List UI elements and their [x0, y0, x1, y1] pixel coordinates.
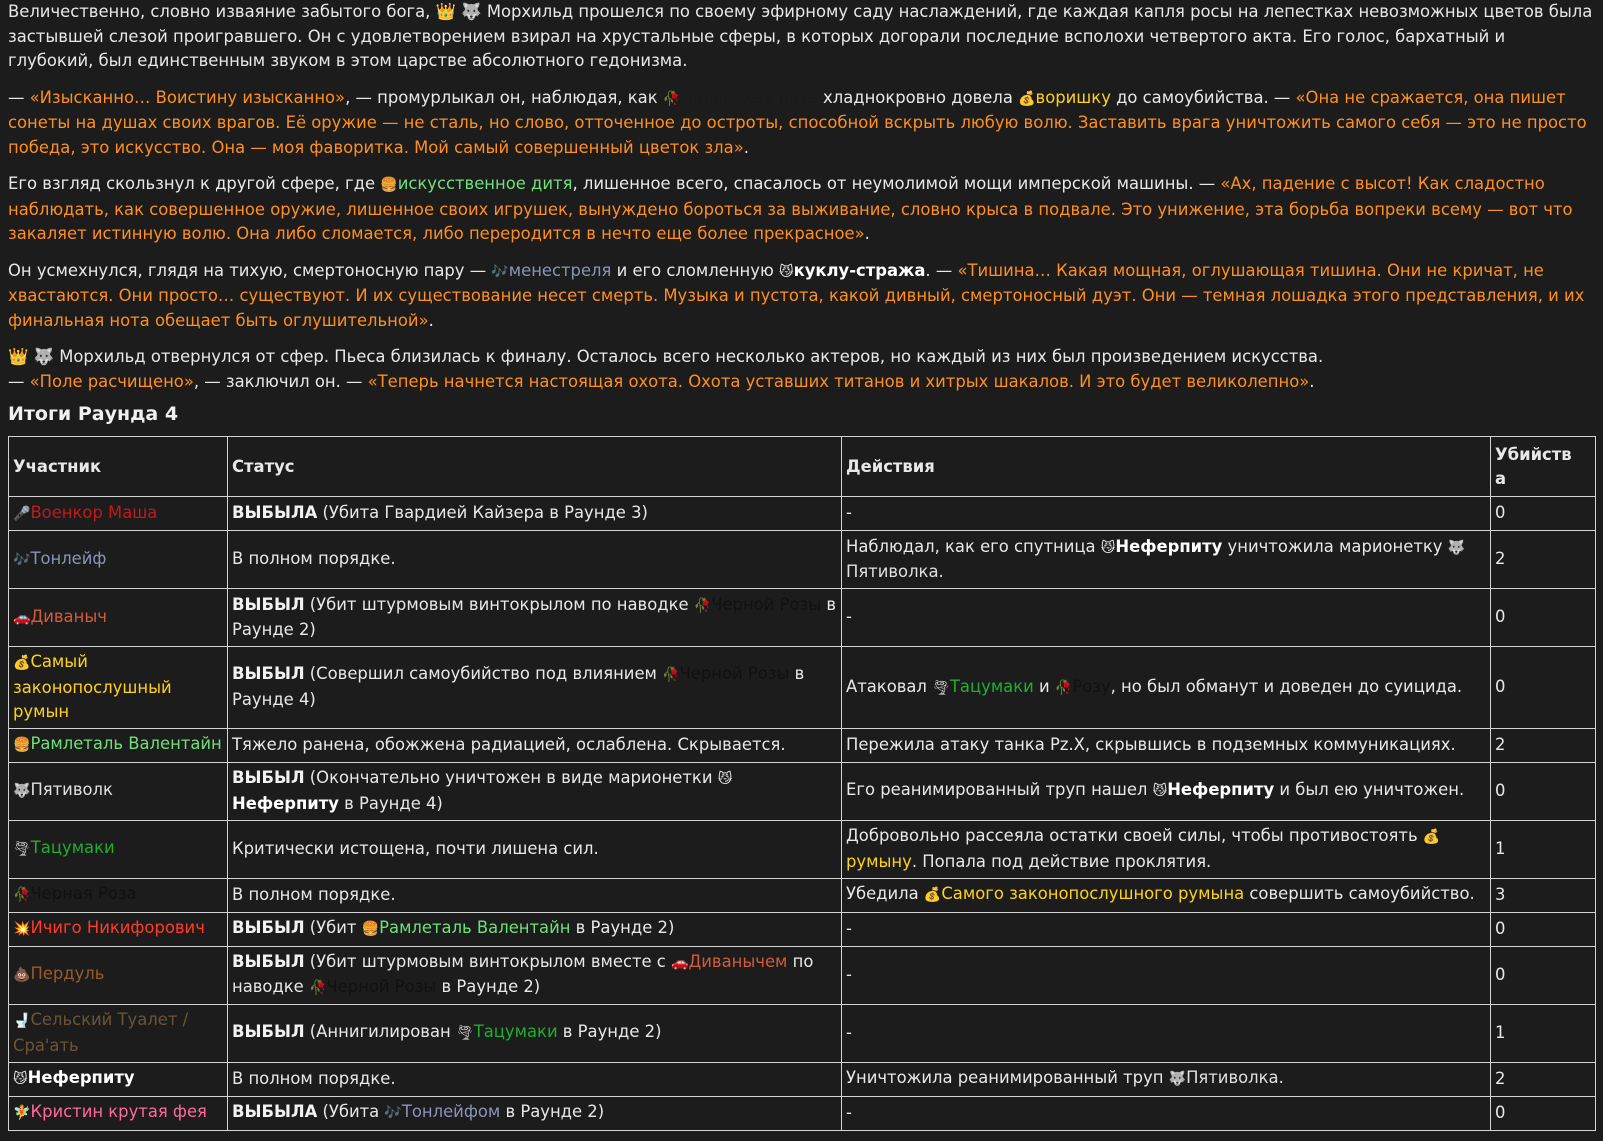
rose-icon: 🥀 [693, 597, 712, 614]
status-cell: Критически истощена, почти лишена сил. [228, 820, 842, 878]
status-cell: ВЫБЫЛ (Убит 🍔Рамлеталь Валентайн в Раунде 2) [228, 912, 842, 946]
actions-cell: Убедила 💰Самого законопослушного румына совершить самоубийство. [842, 878, 1491, 912]
table-row [9, 946, 1596, 1004]
actions-cell: Его реанимированный труп нашел 😼Неферпиту и был ею уничтожен. [842, 762, 1491, 820]
table-row [9, 1062, 1596, 1096]
quote: «Теперь начнется настоящая охота. Охота уставших титанов и хитрых шакалов. И это будет великолепно» [367, 371, 1310, 391]
table-row [9, 647, 1596, 729]
car-icon: 🚗 [13, 609, 31, 626]
kills-cell: 0 [1491, 912, 1596, 946]
status-cell: В полном порядке. [228, 878, 842, 912]
actions-cell: - [842, 497, 1491, 531]
participant-cell: 💰Самый законопослушный румын [9, 647, 228, 729]
table-row [9, 1096, 1596, 1130]
kills-cell: 2 [1491, 531, 1596, 589]
actions-cell: Пережила атаку танка Pz.X, скрывшись в подземных коммуникациях. [842, 728, 1491, 762]
actions-cell: - [842, 912, 1491, 946]
music-notes-icon: 🎶 [13, 551, 31, 568]
status-cell: В полном порядке. [228, 531, 842, 589]
kills-cell: 0 [1491, 589, 1596, 647]
money-bag-icon: 💰 [13, 655, 31, 671]
participant-cell: 🎶Тонлейф [9, 531, 228, 589]
story-paragraph-3: Его взгляд скользнул к другой сфере, где 🍔искусственное дитя, лишенное всего, спасалось от неумолимой мощи имперской машины. — «Ах, падение с высот! Как сладостно наблюдать, как совершенное оружие, лишенное своих игрушек, вынуждено бороться за выживание, словно крыса в подвале. Это унижение, эта борьба вопреки всему — вот что закаляет истинную волю. Она либо сломается, либо переродится в нечто еще более прекрасное». [8, 174, 1573, 243]
participant-cell: 😼Неферпиту [9, 1062, 228, 1096]
table-row [9, 531, 1596, 589]
quote: «Поле расчищено» [29, 371, 194, 391]
burger-icon: 🍔 [380, 177, 398, 193]
actions-cell: Атаковал 🌪Тацумаки и 🥀Розу, но был обманут и доведен до суицида. [842, 647, 1491, 729]
actions-cell: - [842, 1096, 1491, 1130]
rose-icon: 🥀 [1054, 679, 1073, 696]
wolf-icon: 🐺 [1447, 539, 1466, 556]
story-paragraph-4: Он усмехнулся, глядя на тихую, смертоносную пару — 🎶менестреля и его сломленную 😼куклу-стража. — «Тишина… Какая мощная, оглушающая тишина. Они не кричат, не хвастаются. Они просто… существуют. И их существование несет смерть. Музыка и пустота, какой дивный, смертоносный дуэт. Они — темная лошадка этого представления, и их финальная нота обещает быть оглушительной». [8, 260, 1585, 330]
money-bag-icon: 💰 [1422, 829, 1441, 845]
story-paragraph-6: — «Поле расчищено», — заключил он. — «Теперь начнется настоящая охота. Охота уставших титанов и хитрых шакалов. И это будет великолепно». [8, 371, 1315, 391]
participant-cell: 💩Пердуль [9, 946, 228, 1004]
quote: «Изысканно… Воистину изысканно» [29, 87, 346, 107]
kills-cell: 0 [1491, 946, 1596, 1004]
burger-icon: 🍔 [13, 737, 31, 754]
story-paragraph-2: — «Изысканно… Воистину изысканно», — промурлыкал он, наблюдая, как 🥀маленькая роза хладнокровно довела 💰воришку до самоубийства. — «Она не сражается, она пишет сонеты на душах своих врагов. Её оружие — не сталь, но слово, отточенное до остроты, способной вскрыть любую волю. Заставить врага уничтожить самого себя — это не просто победа, это искусство. Она — моя фаворитка. Мой самый совершенный цветок зла». [8, 87, 1587, 157]
table-row [9, 912, 1596, 946]
rose-icon: 🥀 [13, 887, 31, 904]
participant-cell: 🥀Черная Роза [9, 878, 228, 912]
status-cell: ВЫБЫЛ (Совершил самоубийство под влиянием 🥀Черной Розы в Раунде 4) [228, 647, 842, 729]
burger-icon: 🍔 [361, 921, 380, 938]
mention-guard-doll: куклу-стража [793, 260, 926, 280]
rose-icon: 🥀 [662, 667, 680, 684]
results-table [8, 436, 1596, 1131]
participant-cell: 🧚Кристин крутая фея [9, 1096, 228, 1130]
kills-cell: 0 [1491, 762, 1596, 820]
kills-cell: 2 [1491, 728, 1596, 762]
participant-cell: 🍔Рамлеталь Валентайн [9, 728, 228, 762]
mention-artificial-child: искусственное дитя [397, 174, 573, 193]
microphone-icon: 🎤 [13, 505, 31, 522]
participant-cell: 💥Ичиго Никифорович [9, 912, 228, 946]
kills-cell: 1 [1491, 820, 1596, 878]
status-cell: ВЫБЫЛ (Окончательно уничтожен в виде марионетки 😼Неферпиту в Раунде 4) [228, 762, 842, 820]
kills-cell: 3 [1491, 878, 1596, 912]
kills-cell: 2 [1491, 1062, 1596, 1096]
kills-cell: 0 [1491, 647, 1596, 729]
header-status: Статус [228, 437, 842, 497]
table-row [9, 589, 1596, 647]
mention-rose: маленькая роза [680, 87, 818, 107]
table-row [9, 497, 1596, 531]
status-cell: ВЫБЫЛ (Убит штурмовым винтокрылом по наводке 🥀Черной Розы в Раунде 2) [228, 589, 842, 647]
header-participant: Участник [9, 437, 228, 497]
kills-cell: 1 [1491, 1004, 1596, 1062]
story-paragraph-5: 👑 🐺 Морхильд отвернулся от сфер. Пьеса близилась к финалу. Осталось всего несколько актеров, но каждый из них был произведением искусства. [8, 347, 1324, 366]
table-row [9, 1004, 1596, 1062]
cat-icon: 😼 [1100, 539, 1116, 556]
participant-cell: 🚽Сельский Туалет / Сра'ать [9, 1004, 228, 1062]
wolf-icon: 🐺 [1168, 1071, 1187, 1088]
tornado-icon: 🌪 [455, 1025, 474, 1042]
status-cell: ВЫБЫЛ (Убит штурмовым винтокрылом вместе с 🚗Диванычем по наводке 🥀Черной Розы в Раунде 2) [228, 946, 842, 1004]
status-cell: Тяжело ранена, обожжена радиацией, ослаблена. Скрывается. [228, 728, 842, 762]
wolf-icon: 🐺 [13, 783, 31, 800]
table-row [9, 820, 1596, 878]
kills-cell: 0 [1491, 497, 1596, 531]
mention-minstrel: менестреля [508, 260, 612, 280]
kills-cell: 0 [1491, 1096, 1596, 1130]
participant-cell: 🚗Диваныч [9, 589, 228, 647]
money-bag-icon: 💰 [1018, 90, 1036, 107]
tornado-icon: 🌪 [932, 679, 950, 696]
participant-cell: 🎤Военкор Маша [9, 497, 228, 531]
music-notes-icon: 🎶 [384, 1105, 402, 1122]
tornado-icon: 🌪 [13, 841, 31, 858]
table-row [9, 762, 1596, 820]
fairy-icon: 🧚 [13, 1105, 31, 1122]
quote: «Она не сражается, она пишет сонеты на душах своих врагов. Её оружие — не сталь, но слово, отточенное до остроты, способной вскрыть любую волю. Заставить врага уничтожить самого себя — это не просто победа, это искусство. Она — моя фаворитка. Мой самый совершенный цветок зла» [8, 87, 1587, 157]
actions-cell: Наблюдал, как его спутница 😼Неферпиту уничтожила марионетку 🐺Пятиволка. [842, 531, 1491, 589]
table-header-row [9, 437, 1596, 497]
cat-icon: 😼 [778, 263, 794, 280]
actions-cell: Уничтожила реанимированный труп 🐺Пятиволка. [842, 1062, 1491, 1096]
story-paragraph-1: Величественно, словно изваяние забытого бога, 👑 🐺 Морхильд прошелся по своему эфирному саду наслаждений, где каждая капля росы на лепестках невозможных цветов была застывшей слезой проигравшего. Он с удовлетворением взирал на хрустальные сферы, в которых догорали последние всполохи четвертого акта. Его голос, бархатный и глубокий, был единственным звуком в этом царстве абсолютного гедонизма. [8, 2, 1593, 70]
actions-cell: - [842, 589, 1491, 647]
table-row [9, 878, 1596, 912]
money-bag-icon: 💰 [923, 887, 942, 904]
quote: «Тишина… Какая мощная, оглушающая тишина. Они не кричат, не хвастаются. Они просто… существуют. И их существование несет смерть. Музыка и пустота, какой дивный, смертоносный дуэт. Они — темная лошадка этого представления, и их финальная нота обещает быть оглушительной» [8, 260, 1585, 330]
music-notes-icon: 🎶 [491, 263, 509, 280]
actions-cell: - [842, 1004, 1491, 1062]
status-cell: ВЫБЫЛ (Аннигилирован 🌪Тацумаки в Раунде 2) [228, 1004, 842, 1062]
poop-icon: 💩 [13, 967, 31, 984]
car-icon: 🚗 [671, 954, 689, 971]
round-results-heading: Итоги Раунда 4 [8, 403, 179, 425]
actions-cell: Добровольно рассеяла остатки своей силы, чтобы противостоять 💰румыну. Попала под действие проклятия. [842, 820, 1491, 878]
rose-icon: 🥀 [308, 980, 327, 996]
status-cell: ВЫБЫЛА (Убита 🎶Тонлейфом в Раунде 2) [228, 1096, 842, 1130]
rose-icon: 🥀 [662, 90, 681, 107]
actions-cell: - [842, 946, 1491, 1004]
header-actions: Действия [842, 437, 1491, 497]
cat-icon: 😼 [717, 771, 733, 787]
participant-cell: 🐺Пятиволк [9, 762, 228, 820]
explosion-icon: 💥 [13, 921, 31, 938]
cat-icon: 😼 [13, 1071, 28, 1088]
mention-thief: воришку [1035, 87, 1111, 107]
toilet-icon: 🚽 [13, 1013, 31, 1029]
table-row [9, 728, 1596, 762]
header-kills: Убийства [1491, 437, 1596, 497]
status-cell: ВЫБЫЛА (Убита Гвардией Кайзера в Раунде 3) [228, 497, 842, 531]
status-cell: В полном порядке. [228, 1062, 842, 1096]
quote: «Ах, падение с высот! Как сладостно наблюдать, как совершенное оружие, лишенное своих игрушек, вынуждено бороться за выживание, словно крыса в подвале. Это унижение, эта борьба вопреки всему — вот что закаляет истинную волю. Она либо сломается, либо переродится в нечто еще более прекрасное» [8, 174, 1573, 243]
participant-cell: 🌪Тацумаки [9, 820, 228, 878]
cat-icon: 😼 [1152, 783, 1168, 800]
